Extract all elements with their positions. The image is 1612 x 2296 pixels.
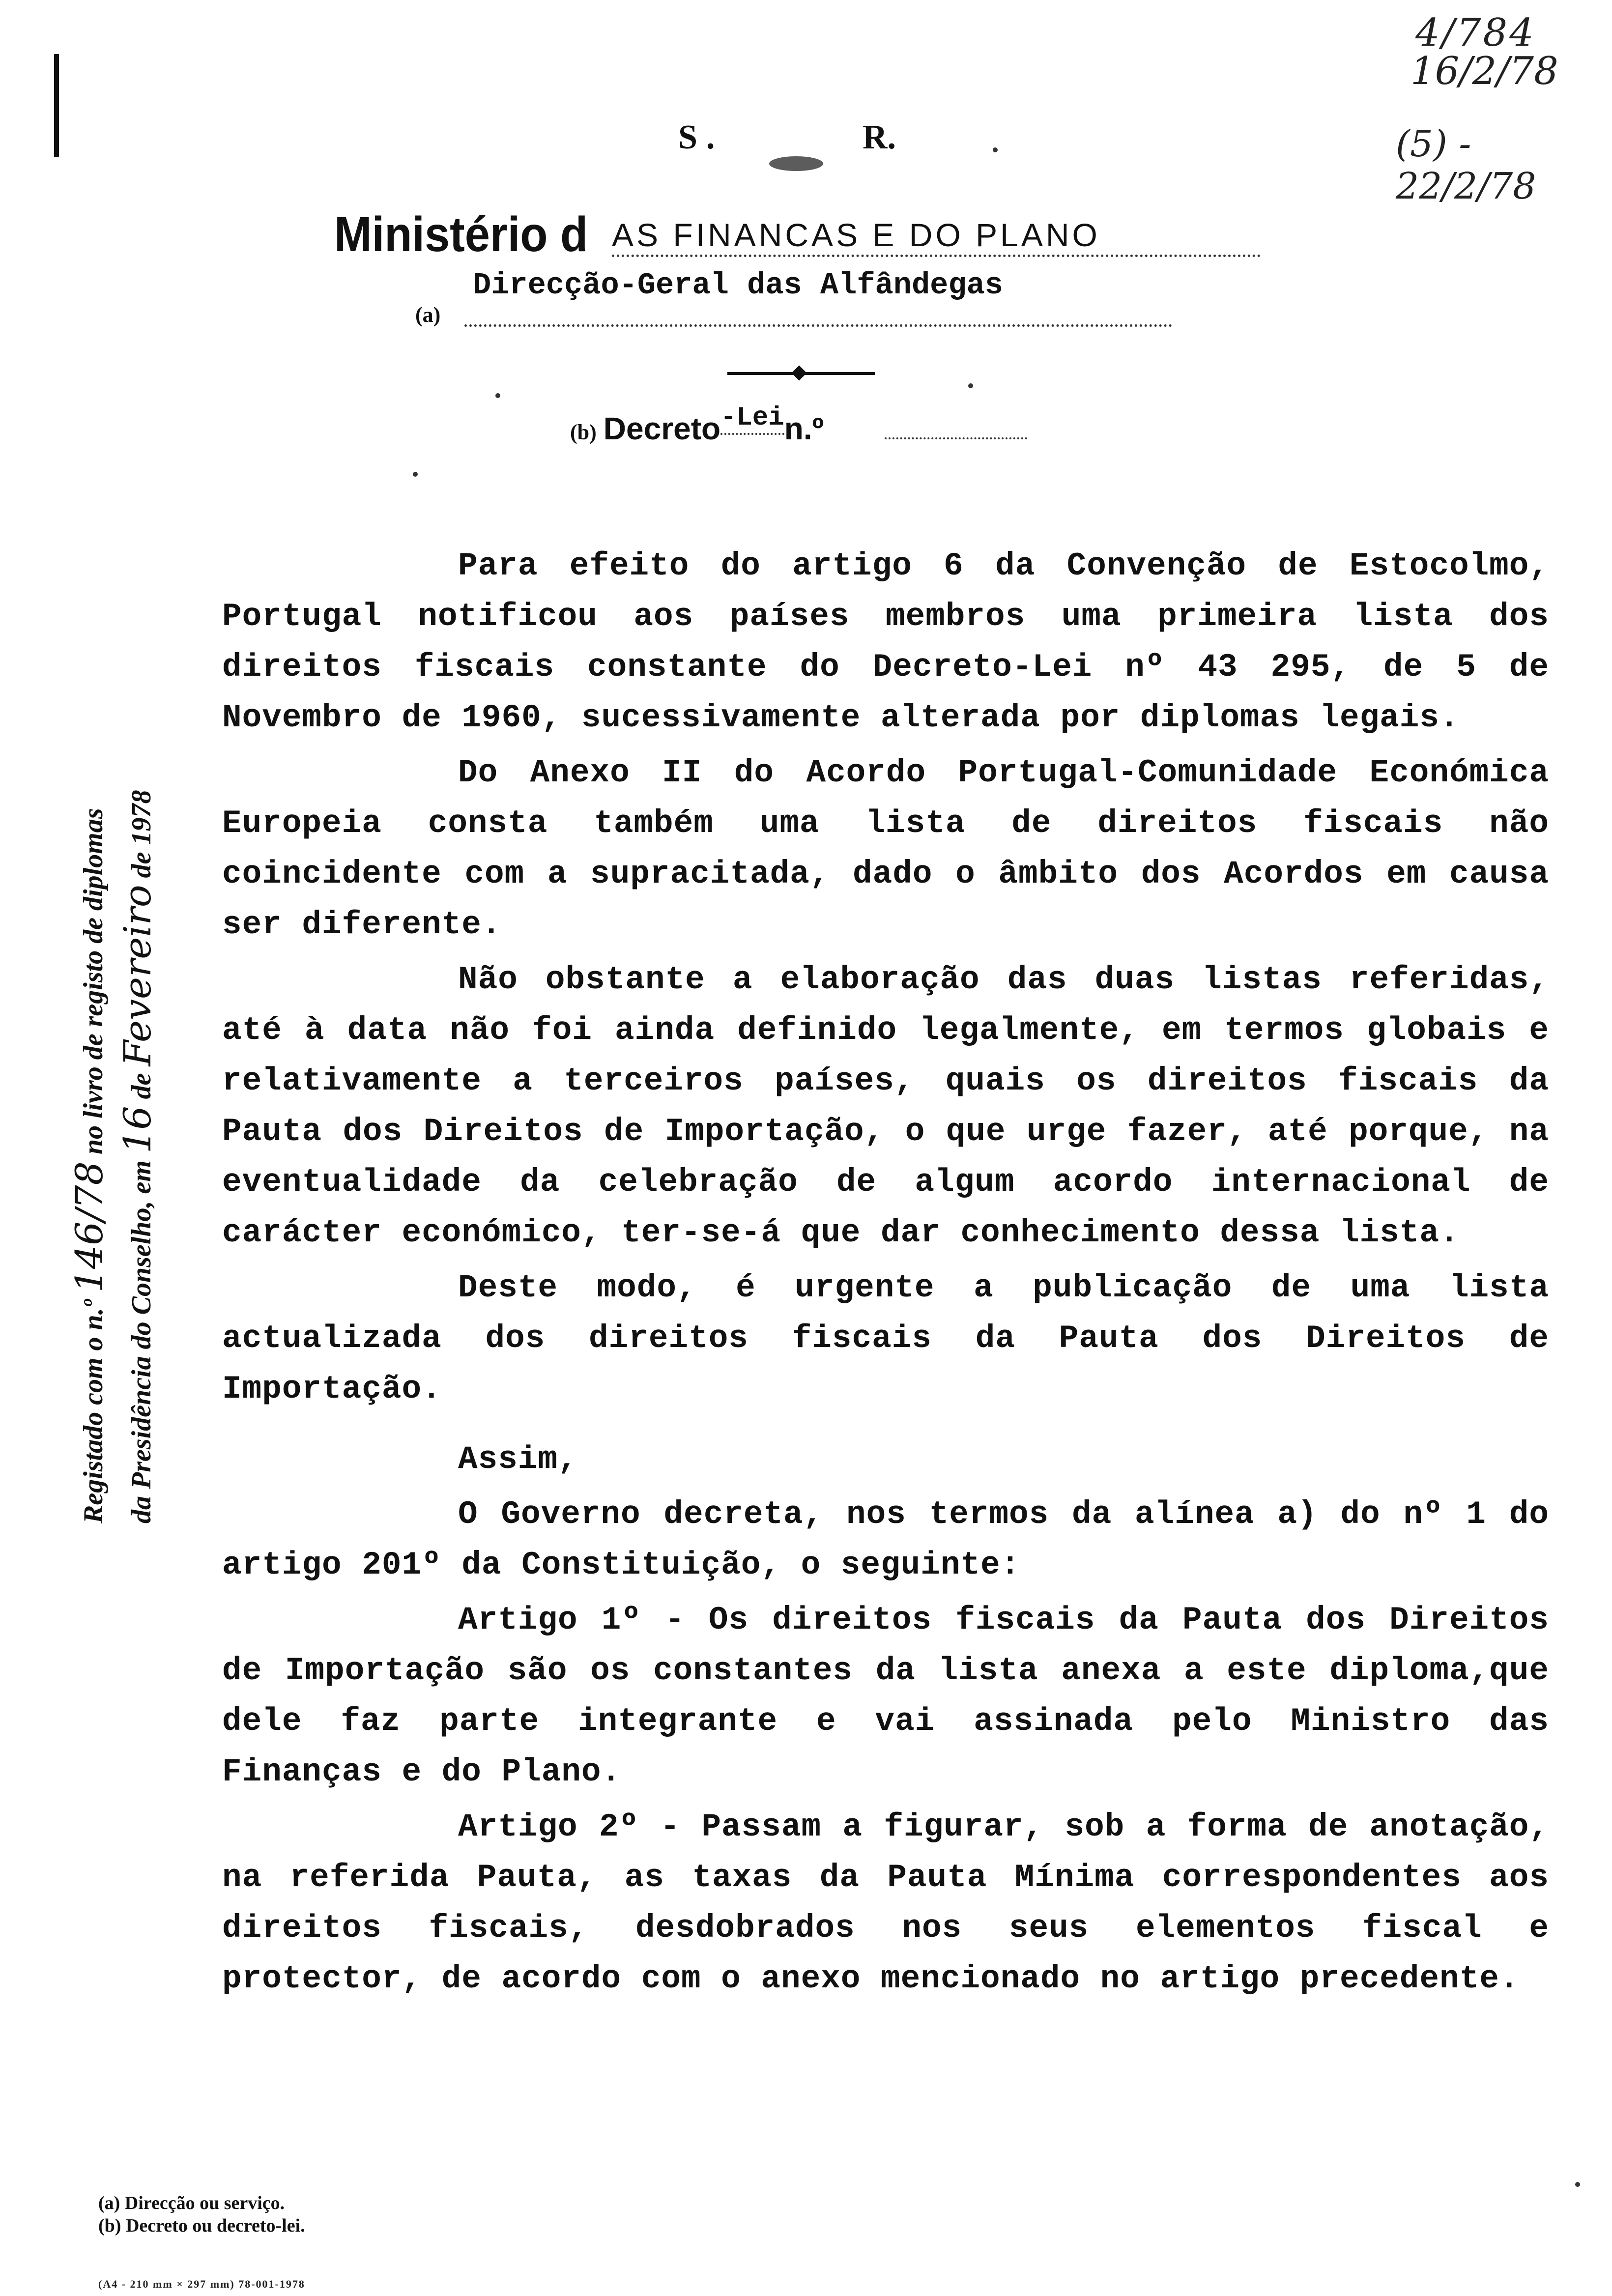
speck [993, 147, 998, 152]
paragraph-assim: Assim, [458, 1441, 578, 1478]
margin-mark [54, 54, 59, 157]
seal-smudge-right: R. [863, 118, 896, 156]
registration-month: Fevereiro [115, 885, 159, 1066]
seal-smudge-left: S. [678, 118, 724, 156]
article-1: Artigo 1º - Os direitos fiscais da Pauta dos Direitos de Importação são os constantes da lista anexa a este diploma,que dele faz parte integrante e vai assinada pelo Ministro das Finanças e do Plano. [222, 1602, 1549, 1790]
seal-blot [769, 156, 823, 171]
decree-number-dotted-line [885, 437, 1027, 439]
paragraph-stockholm-convention: Para efeito do artigo 6 da Convenção de Estocolmo, Portugal notificou aos países membros uma primeira lista dos direitos fiscais constante do Decreto-Lei nº 43 295, de 5 de Novembro de 1960, sucessivamente alterada por diplomas legais. [222, 547, 1549, 736]
ministry-name-field [612, 216, 1261, 257]
service-dotted-line [464, 324, 1172, 327]
direction-label: Direcção-Geral das Alfândegas [473, 268, 1003, 303]
speck [968, 383, 973, 388]
footnotes [98, 2192, 305, 2237]
speck [413, 472, 418, 477]
registration-line-2: da Presidência do Conselho, em 16 de Fevereiro de 1978 [115, 790, 159, 1523]
paragraph-justification: Não obstante a elaboração das duas listas referidas, até à data não foi ainda definido legalmente, em termos globais e relativamente a terceiros países, quais os direitos fiscais da Pauta dos Direitos de Importação, o que urge fazer, até porque, na eventualidade da celebração de algum acordo internacional de carácter económico, ter-se-á que dar conhecimento dessa lista. [222, 961, 1549, 1251]
registration-stamp [66, 614, 165, 1523]
footnote-a: (a) Direcção ou serviço. [98, 2193, 285, 2213]
footnote-b: (b) Decreto ou decreto-lei. [98, 2215, 305, 2236]
decree-prefix: Decreto [603, 411, 721, 446]
speck [495, 393, 500, 398]
ministry-title: Ministério d [334, 207, 588, 262]
handwritten-date: 16/2/78 [1410, 49, 1558, 93]
handwritten-date-circled: (5) - 22/2/78 [1396, 123, 1536, 207]
registration-number: 146/78 [67, 1161, 111, 1293]
footnote-marker-a: (a) [415, 303, 441, 327]
decree-type-insert: -Lei [720, 403, 784, 435]
article-2: Artigo 2º - Passam a figurar, sob a forma de anotação, na referida Pauta, as taxas da Pauta Mínima correspondentes aos direitos fiscais, desdobrados nos seus elementos fiscal e protector, de acordo com o anexo mencionado no artigo precedente. [222, 1808, 1549, 1997]
paragraph-annex-ii: Do Anexo II do Acordo Portugal-Comunidade Económica Europeia consta também uma lista de direitos fiscais não coincidente com a supracitada, dado o âmbito dos Acordos em causa ser diferente. [222, 754, 1549, 943]
paragraph-government-decrees: O Governo decreta, nos termos da alínea a) do nº 1 do artigo 201º da Constituição, o seguinte: [222, 1496, 1549, 1583]
paragraph-urgency: Deste modo, é urgente a publicação de uma lista actualizada dos direitos fiscais da Pauta dos Direitos de Importação. [222, 1269, 1549, 1407]
ministry-name: AS FINANCAS E DO PLANO [612, 217, 1100, 253]
print-code: (A4 - 210 mm × 297 mm) 78-001-1978 [98, 2278, 305, 2290]
handwritten-reference-number: 4/784 [1415, 11, 1536, 55]
decree-number-label: n.º [784, 411, 824, 446]
footnote-marker-b: (b) [570, 420, 597, 444]
divider-diamond-icon [791, 365, 806, 380]
speck [1575, 2182, 1580, 2187]
registration-day: 16 [115, 1106, 159, 1154]
decree-body [222, 541, 1549, 2009]
registration-line-1: Registado com o n.º 146/78 no livro de registo de diplomas [67, 808, 111, 1523]
decree-heading [570, 403, 824, 448]
